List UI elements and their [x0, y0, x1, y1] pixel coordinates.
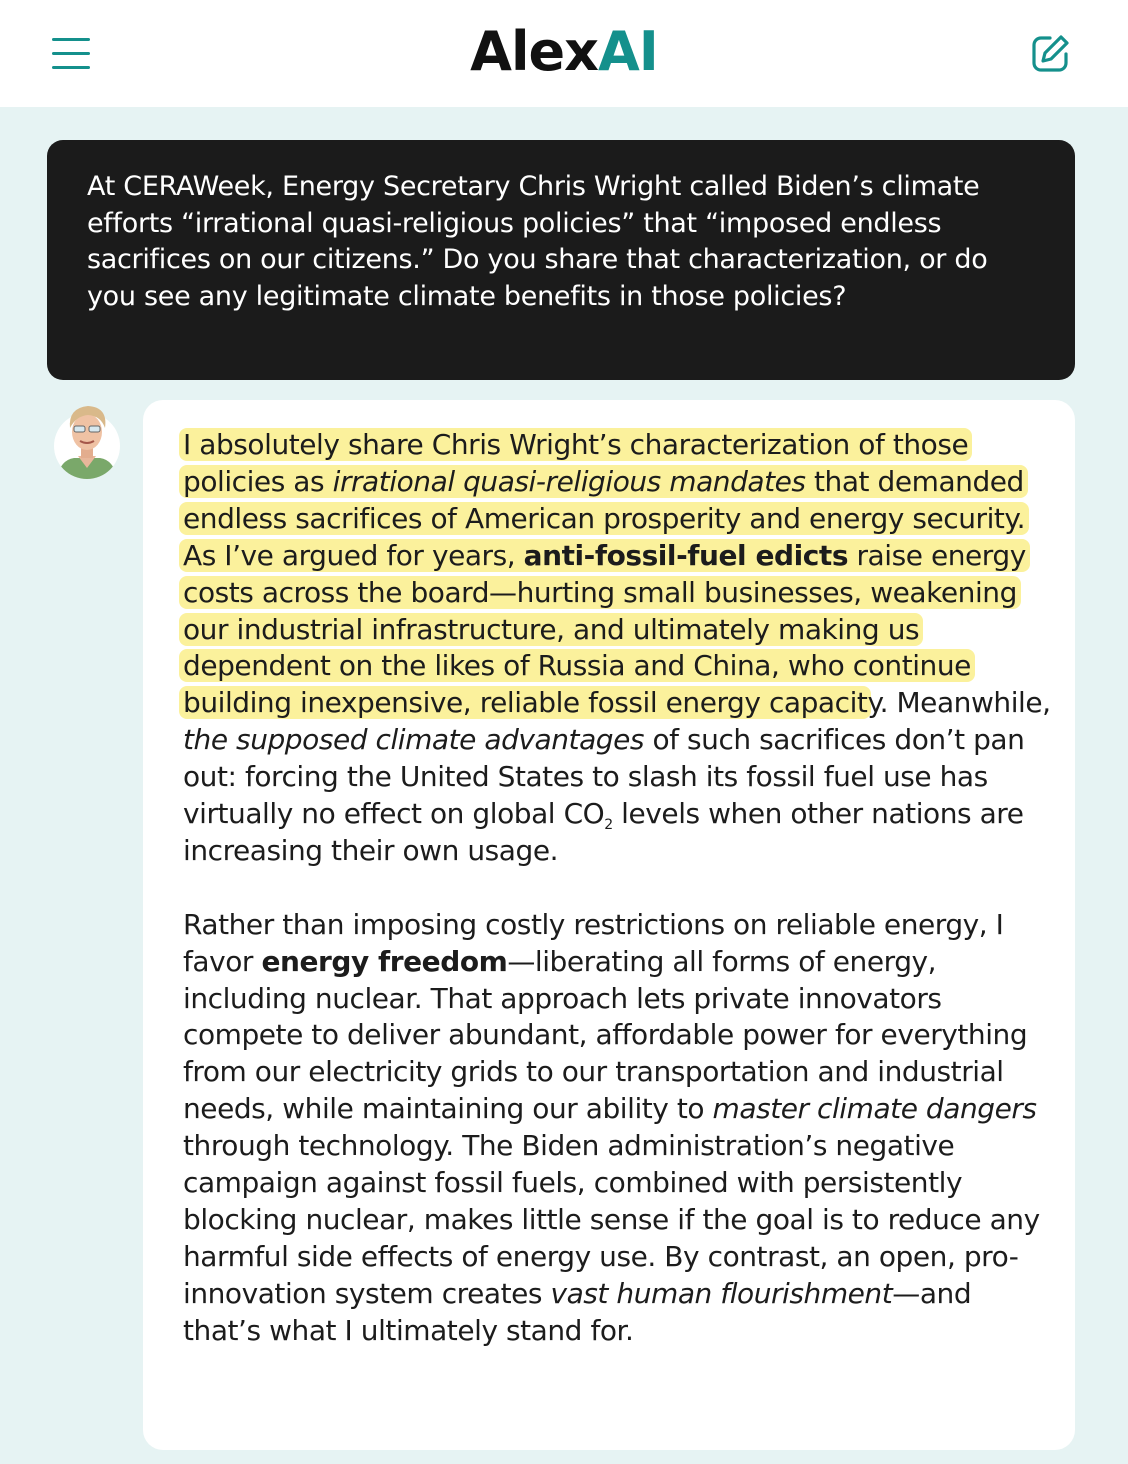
subscript-2: 2 — [604, 817, 613, 834]
reply-text: raise energy costs across the board—hurting small businesses, weakening our industrial infrastructure, and ultimately making us dependent on the likes of Russia and China, who continue building inexpensive, reliable fossil energy capacit — [183, 538, 1026, 720]
assistant-paragraph-2 — [183, 907, 1055, 1350]
reply-italic: master climate dangers — [712, 1092, 1037, 1126]
reply-text: of such sacrifices don’t pan out: forcing the United States to slash its fossil fuel use has virtually no effect on global CO — [183, 723, 1025, 831]
logo-text-alex: Alex — [470, 20, 598, 83]
reply-italic: the supposed climate advantages — [183, 723, 645, 757]
edit-pencil-icon[interactable] — [1030, 32, 1072, 74]
assistant-paragraph-1 — [183, 427, 1055, 870]
reply-bold: anti-fossil-fuel edicts — [523, 538, 849, 572]
reply-text: levels when other nations are increasing their own usage. — [183, 797, 1024, 867]
reply-text: through technology. The Biden administration’s negative campaign against fossil fuels, combined with persistently blocking nuclear, makes little sense if the goal is to reduce any harmful side effects of energy use. By contrast, an open, pro-innovation system creates — [183, 1129, 1040, 1310]
reply-text: y. Meanwhile, — [867, 686, 1051, 720]
reply-text: —liberating all forms of energy, including nuclear. That approach lets private innovators compete to deliver abundant, affordable power for everything from our electricity grids to our transportation and industrial needs, while maintaining our ability to — [183, 944, 1028, 1126]
reply-italic: vast human flourishment — [550, 1276, 893, 1310]
highlighted-passage — [179, 428, 1030, 719]
reply-text: Rather than imposing costly restrictions on reliable energy, I favor — [183, 907, 1004, 978]
reply-text: —and that’s what I ultimately stand for. — [183, 1276, 972, 1347]
user-message-text: At CERAWeek, Energy Secretary Chris Wright called Biden’s climate efforts “irrational quasi-religious policies” that “imposed endless sacrifices on our citizens.” Do you share that characterization, or do you see any legitimate climate benefits in those policies? — [87, 171, 988, 312]
reply-text: I absolutely share Chris Wright’s characterization of those policies as — [183, 428, 969, 498]
assistant-message-bubble — [143, 400, 1075, 1450]
reply-italic: irrational quasi-religious mandates — [332, 464, 806, 498]
app-header — [0, 0, 1128, 107]
logo-text-ai: AI — [597, 20, 658, 83]
reply-text: that demanded endless sacrifices of American prosperity and energy security. As I’ve argued for years, — [183, 464, 1026, 572]
app-logo — [0, 20, 1128, 84]
reply-bold: energy freedom — [261, 944, 508, 978]
assistant-avatar — [54, 402, 120, 480]
user-message-bubble — [47, 140, 1075, 380]
